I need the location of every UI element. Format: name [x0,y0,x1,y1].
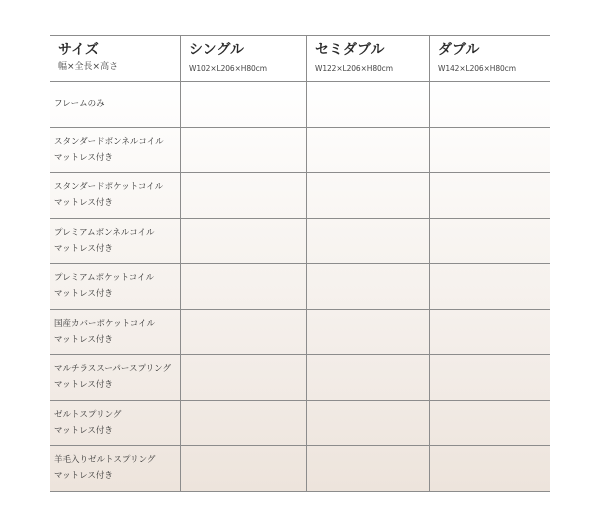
price-cell-semidouble [306,401,429,447]
row-label-wool-zelt-spring [50,446,180,492]
price-cell-double [429,264,550,310]
row-label-line2: マットレス付き [54,425,113,436]
price-cell-single [180,82,306,128]
row-label-line1: 羊毛入りゼルトスプリング [54,455,156,466]
price-cell-semidouble [306,82,429,128]
row-label-line1: 国産カバーポケットコイル [54,318,155,329]
row-label-line2: マットレス付き [54,243,113,254]
price-cell-double [429,128,550,174]
price-cell-double [429,446,550,492]
price-cell-double [429,173,550,219]
row-label-domestic-cover-pocket [50,310,180,356]
row-label-multilath-super-spring [50,355,180,401]
price-cell-semidouble [306,355,429,401]
price-cell-semidouble [306,264,429,310]
price-cell-single [180,173,306,219]
row-label-premium-bonnell [50,219,180,265]
price-cell-single [180,446,306,492]
price-cell-single [180,128,306,174]
row-label-line1: スタンダードボンネルコイル [54,136,164,147]
price-cell-double [429,310,550,356]
price-cell-single [180,401,306,447]
row-label-premium-pocket [50,264,180,310]
header-single-cell [180,36,306,82]
row-label-frame-only [50,82,180,128]
row-label-line2: マットレス付き [54,471,113,482]
price-cell-double [429,82,550,128]
row-label-standard-pocket [50,173,180,219]
header-semidouble-cell [306,36,429,82]
price-cell-double [429,401,550,447]
header-double-dims: W142×L206×H80cm [438,64,516,73]
row-label-line1: ゼルトスプリング [54,409,122,420]
price-cell-single [180,219,306,265]
header-double-cell [429,36,550,82]
row-label-zelt-spring [50,401,180,447]
header-double-title: ダブル [438,42,480,58]
row-label-standard-bonnell [50,128,180,174]
row-label-line1: マルチラススーパースプリング [54,364,171,375]
header-single-title: シングル [189,42,244,58]
price-cell-single [180,264,306,310]
price-cell-single [180,355,306,401]
row-label-line2: マットレス付き [54,152,113,163]
price-cell-semidouble [306,128,429,174]
price-cell-double [429,219,550,265]
price-cell-semidouble [306,173,429,219]
row-label-line1: プレミアムポケットコイル [54,273,155,284]
row-label-line2: マットレス付き [54,198,113,209]
price-cell-semidouble [306,310,429,356]
size-price-table [50,35,550,492]
row-label-line1: フレームのみ [54,99,105,110]
price-cell-single [180,310,306,356]
price-cell-double [429,355,550,401]
price-cell-semidouble [306,219,429,265]
price-cell-semidouble [306,446,429,492]
row-label-line2: マットレス付き [54,289,113,300]
header-single-dims: W102×L206×H80cm [189,64,267,73]
header-size-subtitle: 幅×全長×高さ [58,62,119,72]
header-semidouble-title: セミダブル [315,42,385,58]
row-label-line1: プレミアムボンネルコイル [54,227,155,238]
header-size-title: サイズ [58,42,99,58]
header-semidouble-dims: W122×L206×H80cm [315,64,393,73]
row-label-line1: スタンダードポケットコイル [54,182,164,193]
row-label-line2: マットレス付き [54,380,113,391]
header-size-cell [50,36,180,82]
row-label-line2: マットレス付き [54,334,113,345]
